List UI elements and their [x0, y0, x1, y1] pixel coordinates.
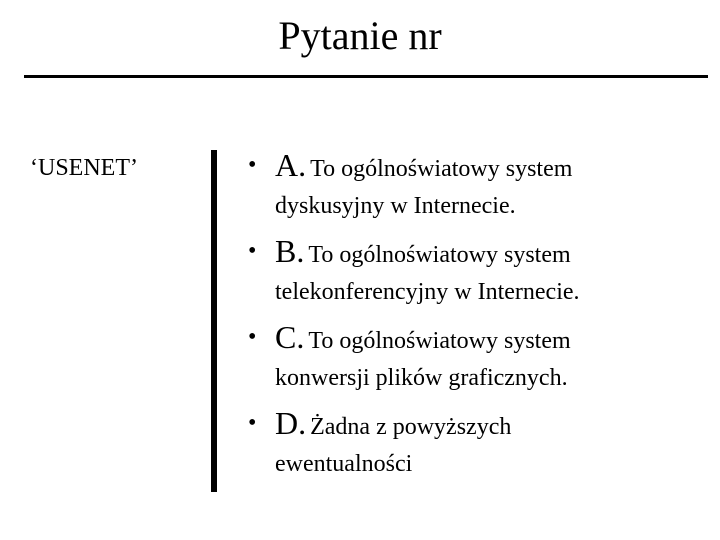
option-a[interactable]: [248, 145, 708, 231]
option-d-letter: D.: [275, 405, 307, 441]
vertical-divider: [211, 150, 217, 492]
option-b-continuation: telekonferencyjny w Internecie.: [275, 279, 580, 305]
bullet-icon: •: [248, 238, 257, 264]
option-d-first-line: [275, 403, 511, 450]
option-b-text: To ogólnoświatowy system: [308, 242, 571, 268]
option-c-first-line: [275, 317, 571, 364]
option-a-letter: A.: [275, 147, 307, 183]
answer-options: [248, 145, 708, 489]
option-c-letter: C.: [275, 319, 305, 355]
option-c-continuation: konwersji plików graficznych.: [275, 365, 568, 391]
option-d-continuation: ewentualności: [275, 451, 413, 477]
option-c-text: To ogólnoświatowy system: [308, 328, 571, 354]
option-a-text: To ogólnoświatowy system: [310, 156, 573, 182]
option-d-text: Żadna z powyższych: [310, 414, 512, 440]
option-b[interactable]: [248, 231, 708, 317]
option-b-first-line: [275, 231, 571, 278]
bullet-icon: •: [248, 410, 257, 436]
question-term: ‘USENET’: [30, 155, 138, 181]
option-b-letter: B.: [275, 233, 305, 269]
option-a-first-line: [275, 145, 572, 192]
title-underline: [24, 75, 708, 78]
bullet-icon: •: [248, 152, 257, 178]
option-c[interactable]: [248, 317, 708, 403]
bullet-icon: •: [248, 324, 257, 350]
option-d[interactable]: [248, 403, 708, 489]
option-a-continuation: dyskusyjny w Internecie.: [275, 193, 516, 219]
slide-title: Pytanie nr: [278, 13, 442, 58]
